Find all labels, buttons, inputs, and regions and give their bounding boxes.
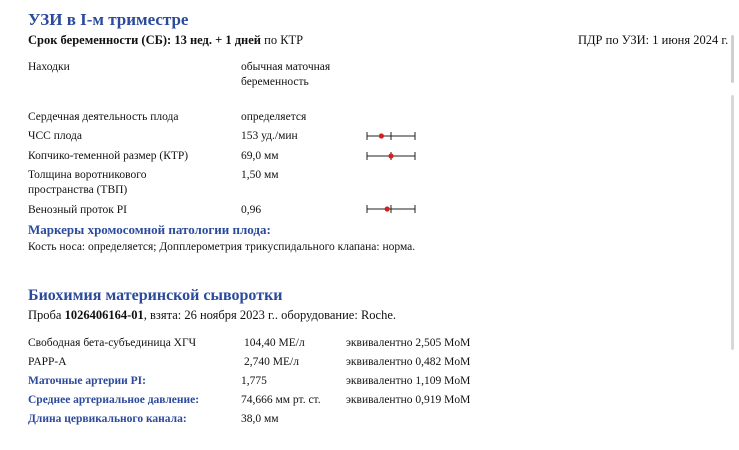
bio-title: Биохимия материнской сыворотки: [28, 287, 283, 304]
crl-range-dot: [388, 153, 393, 158]
bio-row-label: Среднее артериальное давление:: [28, 394, 200, 406]
sample-rest: , взята: 26 ноября 2023 г.. оборудование: Roche.: [143, 308, 396, 322]
bio-row-equiv: эквивалентно 0,482 MoM: [346, 356, 471, 368]
nt-label: Толщина воротникового пространства (ТВП): [28, 169, 147, 196]
bio-row-value: 2,740 МЕ/л: [244, 356, 299, 368]
bio-row-value: 74,666 мм рт. ст.: [241, 394, 321, 406]
sample-line: [28, 308, 396, 323]
crl-value: 69,0 мм: [241, 150, 279, 162]
bio-row-equiv: эквивалентно 1,109 MoM: [346, 375, 471, 387]
bio-row-label: Свободная бета-субъединица ХГЧ: [28, 337, 197, 349]
markers-text: Кость носа: определяется; Допплерометрия трикуспидального клапана: норма.: [28, 241, 416, 253]
term-value: 13 нед. + 1 дней: [174, 33, 262, 47]
markers-title: Маркеры хромосомной патологии плода:: [28, 222, 271, 237]
findings-label: Находки: [28, 61, 70, 73]
bio-row-value: 104,40 МЕ/л: [244, 337, 305, 349]
hr-range-dot: [379, 133, 384, 138]
nt-value: 1,50 мм: [241, 169, 279, 181]
heart-label: Сердечная деятельность плода: [28, 111, 179, 123]
sample-label: Проба: [28, 308, 62, 322]
hr-value: 153 уд./мин: [241, 130, 298, 142]
dv-range-dot: [385, 206, 390, 211]
bio-row-label: PAPP-A: [28, 356, 67, 368]
term-label: Срок беременности (СБ):: [28, 33, 172, 47]
hr-range-bar: [365, 130, 417, 142]
pdr-date: ПДР по УЗИ: 1 июня 2024 г.: [578, 33, 729, 47]
dv-label: Венозный проток PI: [28, 204, 127, 216]
bio-row-label: Маточные артерии PI:: [28, 375, 146, 387]
dv-value: 0,96: [241, 204, 262, 216]
scrollbar-upper[interactable]: [731, 35, 734, 83]
hr-label: ЧСС плода: [28, 130, 82, 142]
bio-row-value: 38,0 мм: [241, 413, 279, 425]
dv-range-bar: [365, 203, 417, 215]
heart-value: определяется: [241, 111, 307, 123]
term-line: [28, 33, 303, 48]
usi-title: УЗИ в I-м триместре: [28, 10, 189, 29]
bio-row-value: 1,775: [241, 375, 267, 387]
bio-row-label: Длина цервикального канала:: [28, 413, 187, 425]
crl-range-bar: [365, 150, 417, 162]
sample-id: 1026406164-01: [64, 308, 144, 322]
bio-row-equiv: эквивалентно 2,505 MoM: [346, 337, 471, 349]
term-suffix: по КТР: [264, 33, 304, 47]
bio-row-equiv: эквивалентно 0,919 MoM: [346, 394, 471, 406]
scrollbar[interactable]: [731, 95, 734, 350]
findings-value: обычная маточная беременность: [241, 61, 331, 88]
crl-label: Копчико-теменной размер (КТР): [28, 150, 189, 162]
